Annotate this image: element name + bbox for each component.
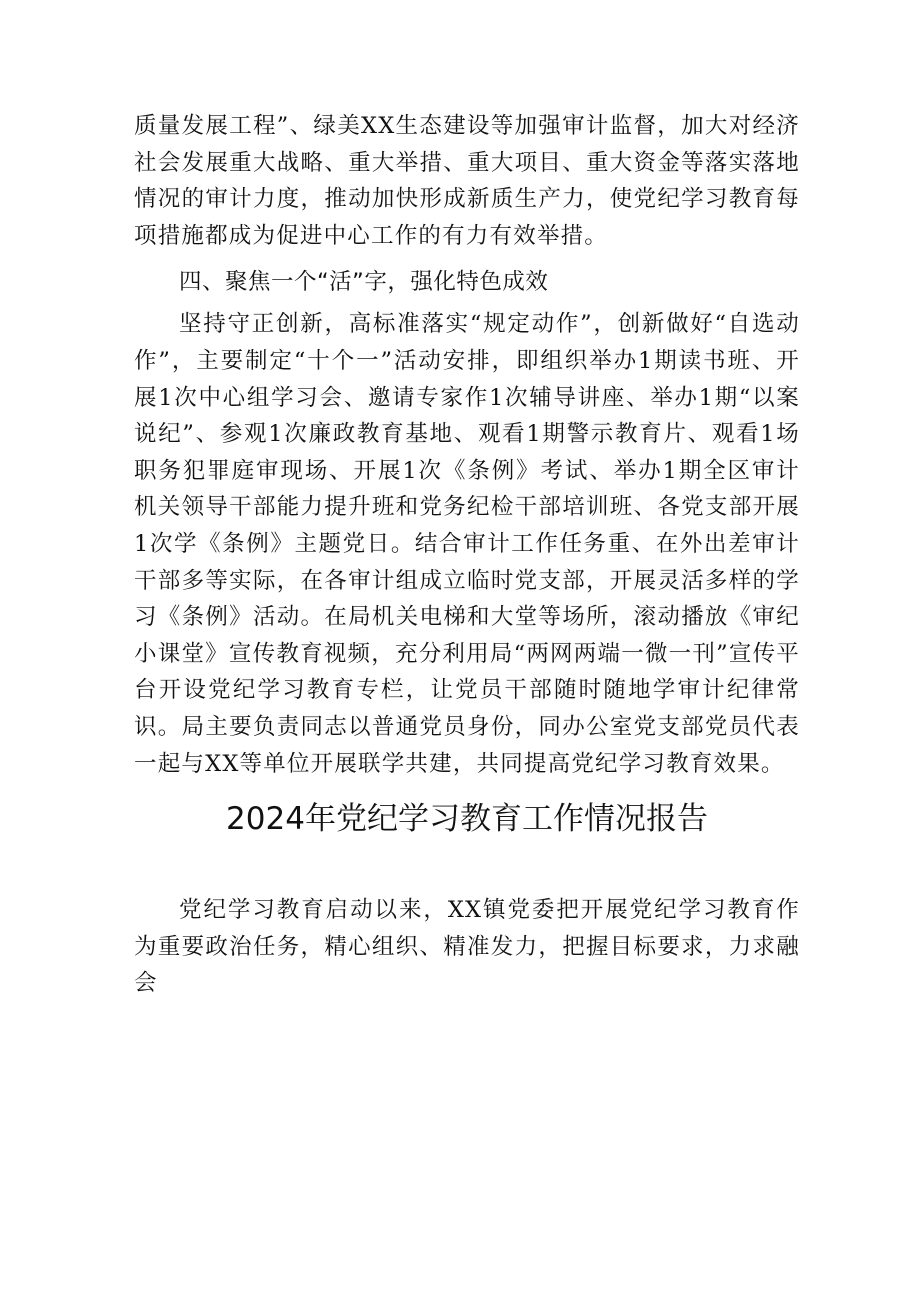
report-title: 2024年党纪学习教育工作情况报告 bbox=[226, 801, 708, 838]
section-heading-four: 四、聚焦一个“活”字，强化特色成效 bbox=[179, 269, 549, 296]
title-spacing bbox=[134, 844, 800, 892]
paragraph-section-four: 坚持守正创新，高标准落实“规定动作”，创新做好“自选动作”，主要制定“十个一”活动安排，即组织举办1期读书班、开展1次中心组学习会、邀请专家作1次辅导讲座、举办1期“以案说纪”、参观1次廉政教育基地、观看1期警示教育片、观看1场职务犯罪庭审现场、开展1次《条例》考试、举办1期全区审计机关领导干部能力提升班和党务纪检干部培训班、各党支部开展1次学《条例》主题党日。结合审计工作任务重、在外出差审计干部多等实际，在各审计组成立临时党支部，开展灵活多样的学习《条例》活动。在局机关电梯和大堂等场所，滚动播放《审纪小课堂》宣传教育视频，充分利用局“两网两端一微一刊”宣传平台开设党纪学习教育专栏，让党员干部随时随地学审计纪律常识。局主要负责同志以普通党员身份，同办公室党支部党员代表一起与XX等单位开展联学共建，共同提高党纪学习教育效果。 bbox=[134, 311, 800, 777]
paragraph-continued: 质量发展工程”、绿美XX生态建设等加强审计监督，加大对经济社会发展重大战略、重大举措、重大项目、重大资金等落实落地情况的审计力度，推动加快形成新质生产力，使党纪学习教育每项措施都成为促进中心工作的有力有效举措。 bbox=[134, 113, 800, 249]
paragraph-intro: 党纪学习教育启动以来，XX镇党委把开展党纪学习教育作为重要政治任务，精心组织、精准发力，把握目标要求，力求融会 bbox=[134, 897, 800, 997]
